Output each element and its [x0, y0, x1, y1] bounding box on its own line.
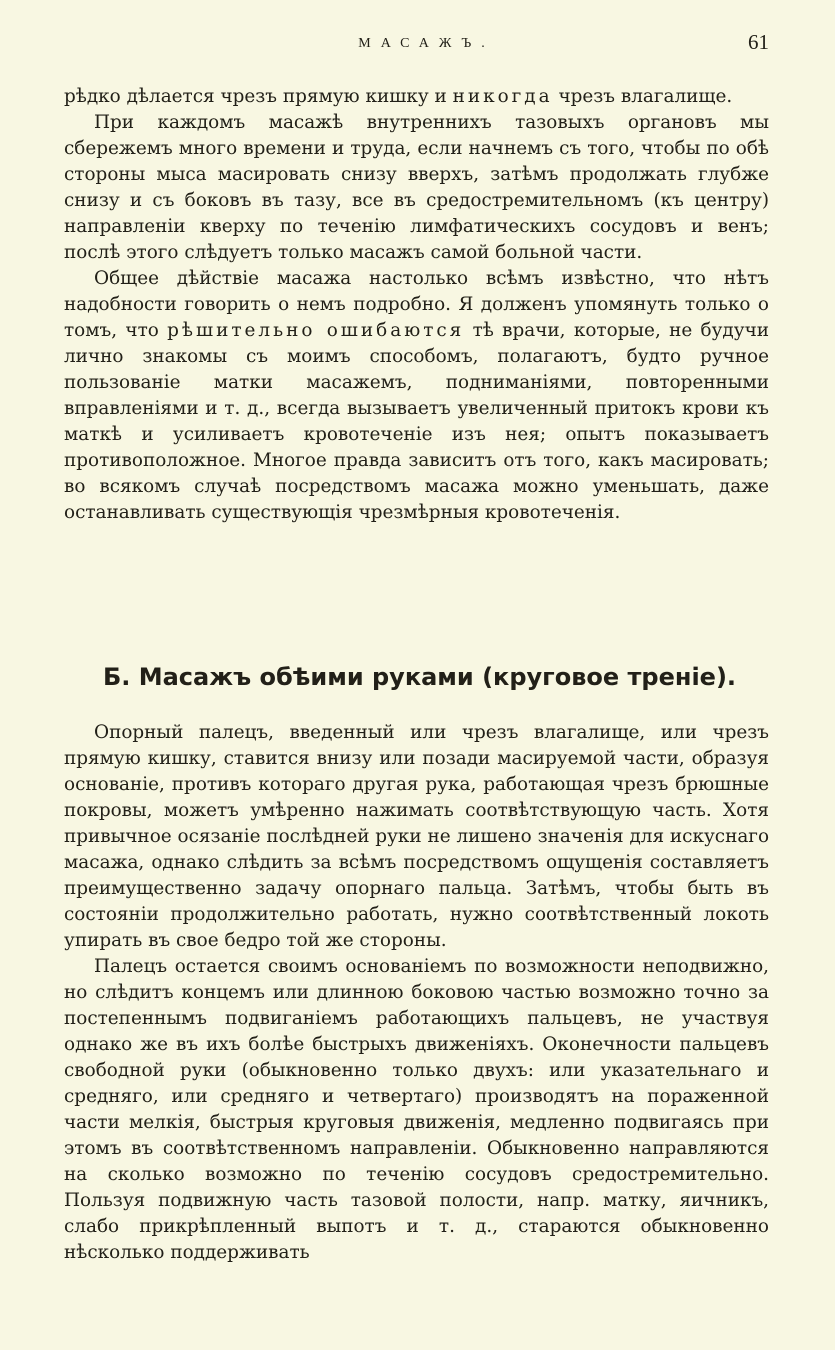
emphasis-spaced-mistaken: рѣшительно ошибаются [167, 320, 465, 341]
paragraph-3-part-b: тѣ врачи, которые, не будучи лично знакомы съ моимъ способомъ, полагаютъ, будто ручное пользованіе матки масажемъ, подниманіями, повторенными вправленіями и т. д., всегда вызываетъ увеличенный притокъ крови къ маткѣ и усиливаетъ кровотеченіе изъ нея; опытъ показываетъ противоположное. Многое правда зависитъ отъ того, какъ масировать; во всякомъ случаѣ посредствомъ масажа можно уменьшать, даже останавливать существующія чрезмѣрныя кровотеченія. [64, 320, 769, 523]
paragraph-4: Опорный палецъ, введенный или чрезъ влагалище, или чрезъ прямую кишку, ставится внизу или позади масируемой части, образуя основаніе, противъ котораго другая рука, работающая чрезъ брюшные покровы, можетъ умѣренно нажимать соотвѣтствующую часть. Хотя привычное осязаніе послѣдней руки не лишено значенія для искуснаго масажа, однако слѣдить за всѣмъ посредствомъ ощущенія составляетъ преимущественно задачу опорнаго пальца. Затѣмъ, чтобы быть въ состояніи продолжительно работать, нужно соотвѣтственный локоть упирать въ свое бедро той же стороны. [64, 722, 770, 951]
page-number: 61 [748, 30, 769, 54]
paragraph-1-part-b: чрезъ влагалище. [552, 86, 733, 107]
paragraph-1-part-a: рѣдко дѣлается чрезъ прямую кишку и [64, 86, 453, 107]
text-block-top [64, 84, 769, 526]
paragraph-3-part-a: Общее дѣйствіе масажа настолько всѣмъ извѣстно, что нѣтъ надобности говорить о немъ подробно. Я долженъ упомянуть только о томъ, что [64, 268, 769, 341]
text-block-bottom [64, 720, 769, 1266]
section-heading: Б. Масажъ обѣими руками (круговое треніе). [102, 663, 737, 691]
running-title: МАСАЖЪ. [358, 36, 495, 51]
paragraph-3 [64, 266, 769, 526]
running-head [64, 30, 769, 58]
emphasis-spaced-never: никогда [452, 86, 553, 107]
paragraph-continuation [64, 84, 769, 110]
paragraph-5: Палецъ остается своимъ основаніемъ по возможности неподвижно, но слѣдитъ концемъ или длинною боковою частью возможно точно за постепеннымъ подвиганіемъ работающихъ пальцевъ, не участвуя однако же въ ихъ болѣе быстрыхъ движеніяхъ. Оконечности пальцевъ свободной руки (обыкновенно только двухъ: или указательнаго и средняго, или средняго и четвертаго) производятъ на пораженной части мелкія, быстрыя круговыя движенія, медленно подвигаясь при этомъ въ соотвѣтственномъ направленіи. Обыкновенно направляются на сколько возможно по теченію сосудовъ средостремительно. Пользуя подвижную часть тазовой полости, напр. матку, яичникъ, слабо прикрѣпленный выпотъ и т. д., стараются обыкновенно нѣсколько поддерживать [64, 956, 769, 1263]
paragraph-2: При каждомъ масажѣ внутреннихъ тазовыхъ органовъ мы сбережемъ много времени и труда, если начнемъ съ того, чтобы по обѣ стороны мыса масировать снизу вверхъ, затѣмъ продолжать глубже снизу и съ боковъ въ тазу, все въ средостремительномъ (къ центру) направленіи кверху по теченію лимфатическихъ сосудовъ и венъ; послѣ этого слѣдуетъ только масажъ самой больной части. [64, 112, 769, 263]
